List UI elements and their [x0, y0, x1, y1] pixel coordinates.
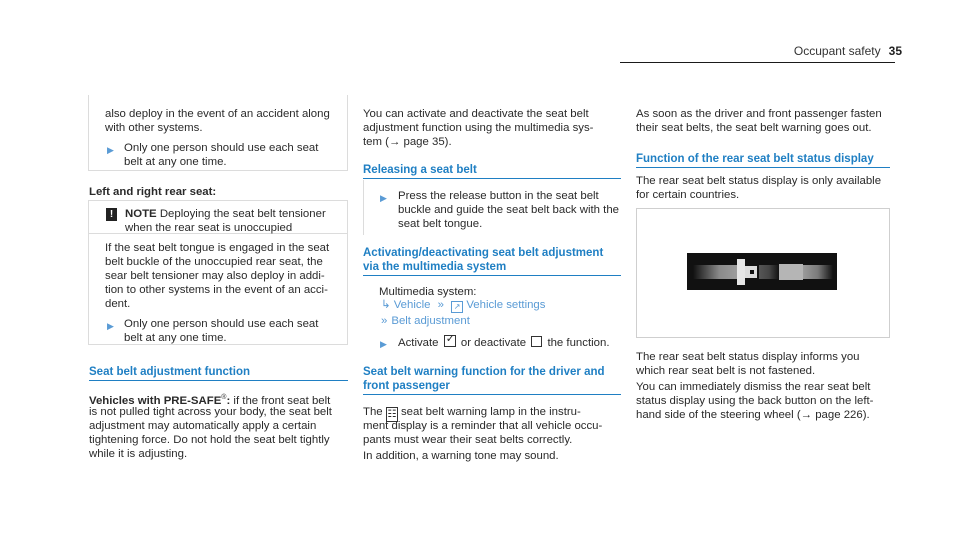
page-number: 35 [888, 44, 902, 58]
registered-mark: ® [221, 394, 227, 401]
adjust-colon: : [226, 394, 231, 407]
col2-intro-1: You can activate and deactivate the seat belt [363, 108, 589, 120]
warning-rule [363, 394, 621, 395]
rear-status-display-image [636, 208, 890, 338]
warning-line3: pants must wear their seat belts correctly. [363, 434, 573, 446]
rear-line1: The rear seat belt status display is only available [636, 175, 882, 187]
adjust-line2: is not pulled tight across your body, the seat belt [89, 406, 332, 418]
double-chevron-icon: » [381, 315, 388, 327]
release-line2: buckle and guide the seat belt back with the [398, 204, 619, 216]
path-vehicle: Vehicle [393, 299, 431, 311]
dismiss-line3: hand side of the steering wheel (→ page 226). [636, 409, 870, 421]
dismiss-line1: You can immediately dismiss the rear seat belt [636, 381, 871, 393]
caption-line2: which rear seat belt is not fastened. [636, 365, 816, 377]
section-title: Occupant safety [793, 44, 881, 58]
rear-status-rule [636, 167, 890, 168]
rear-status-heading: Function of the rear seat belt status display [636, 153, 874, 165]
bullet-arrow-icon: ▶ [107, 145, 114, 155]
box1-line1: also deploy in the event of an accident along [105, 108, 330, 120]
warning-the: The [363, 406, 383, 418]
rear-line2: for certain countries. [636, 189, 740, 201]
right-seat-center [779, 264, 803, 280]
release-line3: seat belt tongue. [398, 218, 483, 230]
double-chevron-icon: » [437, 299, 444, 311]
adjust-line3: adjustment may automatically apply a certain [89, 420, 317, 432]
checkbox-checked-icon: ✓ [445, 333, 455, 345]
note-body-5: dent. [105, 298, 131, 310]
path-settings: Vehicle settings [466, 299, 546, 311]
note-bullet-line1: Only one person should use each seat [124, 318, 319, 330]
seat-icon: ↗ [451, 301, 463, 313]
dismiss-line2: status display using the back button on the left- [636, 395, 874, 407]
col2-intro-3: tem (→ page 35). [363, 136, 452, 148]
activate-instruction [398, 335, 610, 350]
menu-path-vehicle [381, 298, 545, 313]
release-line1: Press the release button in the seat belt [398, 190, 599, 202]
note-bullet-line2: belt at any one time. [124, 332, 227, 344]
seat-belt-lamp-icon: ☷ [387, 409, 397, 420]
note-title-line2: when the rear seat is unoccupied [125, 222, 293, 234]
activate-c: the function. [547, 337, 610, 349]
adjust-line5: while it is adjusting. [89, 448, 188, 460]
seat-belt-status-graphic [687, 253, 837, 290]
activate-a: Activate [398, 337, 439, 349]
note-title-line1 [125, 207, 326, 221]
bullet-arrow-icon: ▶ [380, 193, 387, 203]
note-label: NOTE [125, 208, 157, 220]
return-arrow-icon: ↳ [381, 299, 391, 311]
activate-b: or deactivate [460, 337, 527, 349]
status-display-screen [687, 253, 837, 290]
left-belt-buckle [737, 259, 745, 285]
note-line1: Deploying the seat belt tensioner [159, 208, 326, 220]
col2-intro-2: adjustment function using the multimedia sys- [363, 122, 594, 134]
activate-heading-1: Activating/deactivating seat belt adjustment [363, 247, 604, 259]
box1-bullet-line2: belt at any one time. [124, 156, 227, 168]
caption-line1: The rear seat belt status display informs you [636, 351, 860, 363]
bullet-arrow-icon: ▶ [380, 339, 387, 349]
warning-heading-2: front passenger [363, 380, 450, 392]
bullet-arrow-icon: ▶ [107, 321, 114, 331]
adjust-first: if the front seat belt [230, 394, 331, 407]
note-body-1: If the seat belt tongue is engaged in the seat [105, 242, 330, 254]
path-belt: Belt adjustment [391, 315, 470, 327]
middle-seat-fade [759, 265, 779, 279]
warning-line2: ment display is a reminder that all vehicle occu- [363, 420, 603, 432]
release-rule [363, 178, 621, 179]
box1-bullet-line1: Only one person should use each seat [124, 142, 319, 154]
checkbox-empty-icon [531, 336, 542, 347]
note-body-4: tion to other systems in the event of an acci- [105, 284, 328, 296]
right-seat-bar [803, 265, 833, 279]
activate-rule [363, 275, 621, 276]
col3-intro-2: their seat belts, the seat belt warning goes out. [636, 122, 872, 134]
adjust-line4: tightening force. Do not hold the seat belt tightly [89, 434, 330, 446]
release-heading: Releasing a seat belt [363, 164, 477, 176]
adjust-rule [89, 380, 348, 381]
box1-line2: with other systems. [105, 122, 203, 134]
exclamation-icon: ! [106, 208, 117, 221]
note-body-2: belt buckle of the unoccupied rear seat, the [105, 256, 323, 268]
warning-heading-1: Seat belt warning function for the driver and [363, 366, 605, 378]
menu-path-belt [381, 314, 470, 328]
col3-intro-1: As soon as the driver and front passenger fasten [636, 108, 882, 120]
page-header [794, 44, 902, 58]
warning-tone: In addition, a warning tone may sound. [363, 450, 559, 462]
multimedia-label: Multimedia system: [379, 286, 477, 298]
note-body-3: sear belt tensioner may also deploy in addi- [105, 270, 325, 282]
left-seat-bar [693, 265, 737, 279]
center-buckle-slot [750, 270, 754, 274]
adjust-heading: Seat belt adjustment function [89, 366, 251, 378]
rear-seat-heading: Left and right rear seat: [89, 186, 217, 198]
activate-heading-2: via the multimedia system [363, 261, 507, 273]
adjust-bold: Vehicles with PRE-SAFE [89, 394, 222, 407]
warning-first: seat belt warning lamp in the instru- [400, 406, 581, 418]
header-rule [620, 62, 895, 63]
